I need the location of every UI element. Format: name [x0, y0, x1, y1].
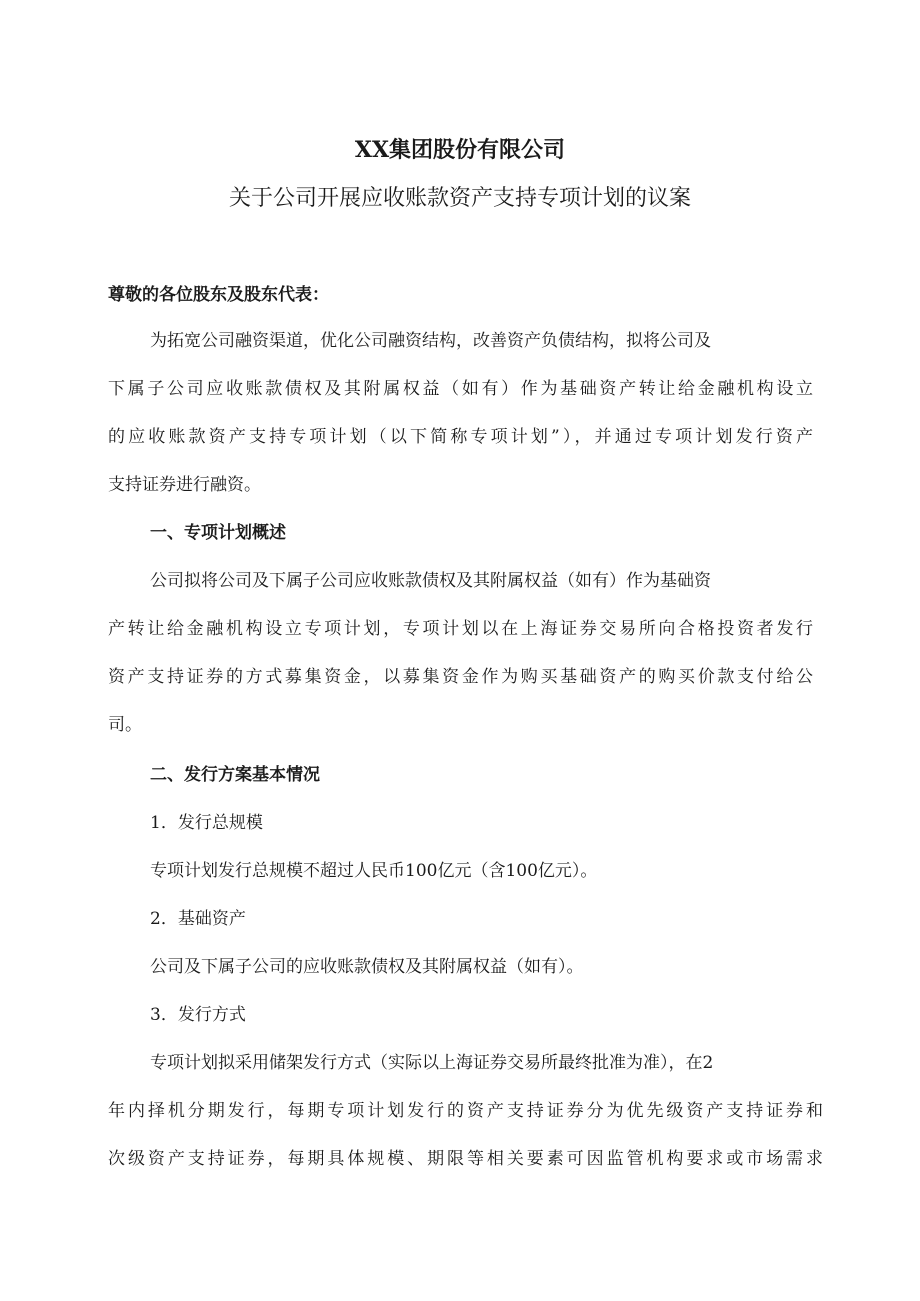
item2-text: 公司及下属子公司的应收账款债权及其附属权益（如有）。 [150, 957, 584, 977]
intro-paragraph-line: 为拓宽公司融资渠道，优化公司融资结构，改善资产负债结构，拟将公司及 [150, 331, 711, 351]
document-title-company: XX集团股份有限公司 [354, 137, 566, 163]
section1-paragraph-line: 公司拟将公司及下属子公司应收账款债权及其附属权益（如有）作为基础资 [150, 571, 711, 591]
item1-heading: 1．发行总规模 [150, 813, 263, 833]
item3-paragraph-line: 专项计划拟采用储架发行方式（实际以上海证券交易所最终批准为准），在2 [150, 1053, 714, 1073]
section1-paragraph-line: 产转让给金融机构设立专项计划，专项计划以在上海证券交易所向合格投资者发行 [108, 619, 813, 639]
intro-paragraph-line: 下属子公司应收账款债权及其附属权益（如有）作为基础资产转让给金融机构设立 [108, 379, 813, 399]
intro-paragraph-line: 支持证券进行融资。 [108, 475, 261, 495]
item1-text: 专项计划发行总规模不超过人民币100亿元（含100亿元）。 [150, 861, 598, 881]
section1-heading: 一、专项计划概述 [150, 523, 286, 543]
item3-paragraph-line: 年内择机分期发行，每期专项计划发行的资产支持证券分为优先级资产支持证券和 [108, 1101, 823, 1121]
section1-paragraph-line: 资产支持证券的方式募集资金，以募集资金作为购买基础资产的购买价款支付给公 [108, 667, 813, 687]
item3-paragraph-line: 次级资产支持证券，每期具体规模、期限等相关要素可因监管机构要求或市场需求 [108, 1149, 823, 1169]
item3-heading: 3．发行方式 [150, 1005, 246, 1025]
item2-heading: 2．基础资产 [150, 909, 246, 929]
document-title-subject: 关于公司开展应收账款资产支持专项计划的议案 [228, 186, 691, 211]
section1-paragraph-line: 司。 [108, 715, 142, 735]
section2-heading: 二、发行方案基本情况 [150, 765, 320, 785]
intro-paragraph-line: 的应收账款资产支持专项计划（以下简称专项计划”），并通过专项计划发行资产 [108, 427, 813, 447]
salutation: 尊敬的各位股东及股东代表： [108, 285, 329, 305]
